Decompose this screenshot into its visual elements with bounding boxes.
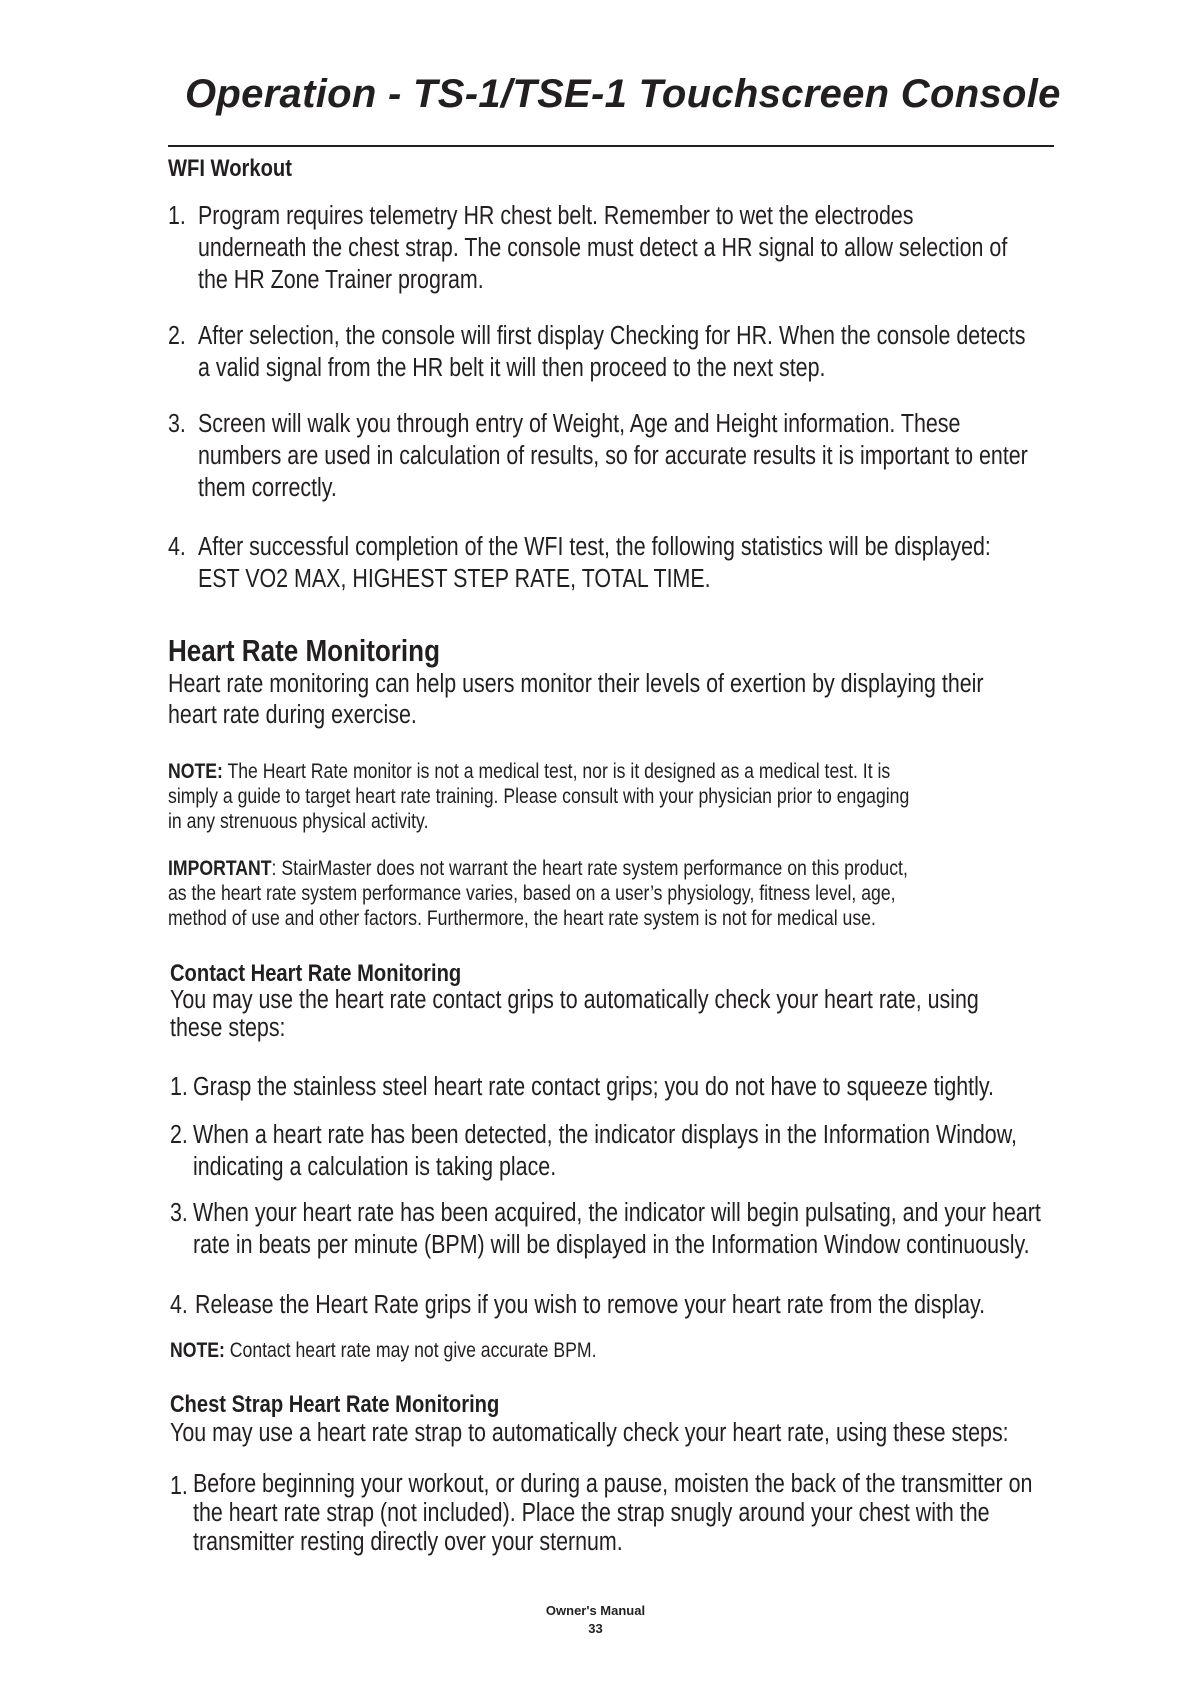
- item-line: Grasp the stainless steel heart rate contact grips; you do not have to squeeze tightly.: [193, 1073, 994, 1101]
- item-number: 3.: [170, 1199, 188, 1227]
- wfi-item-4: [168, 531, 1048, 595]
- hrm-important: IMPORTANT: StairMaster does not warrant the heart rate system performance on this product, as the heart rate system performance varies, based on a user’s physiology, fitness level, age, method of use and other factors. Furthermore, the heart rate system is not for medical use.: [168, 857, 908, 930]
- contact-item-1: [170, 1071, 1050, 1103]
- chest-item-1: [170, 1470, 1050, 1560]
- item-line: Before beginning your workout, or during a pause, moisten the back of the transmitter on: [193, 1470, 1033, 1498]
- item-line: them correctly.: [198, 474, 337, 502]
- page-number: 33: [588, 1621, 603, 1636]
- hrm-intro: Heart rate monitoring can help users monitor their levels of exertion by displaying their heart rate during exercise.: [168, 670, 984, 729]
- contact-item-2: [170, 1119, 1050, 1183]
- important-label: IMPORTANT: [168, 857, 272, 880]
- item-number: 1.: [168, 202, 186, 230]
- item-line: indicating a calculation is taking place.: [193, 1153, 557, 1181]
- item-number: 2.: [168, 322, 186, 350]
- wfi-item-2: [168, 320, 1048, 384]
- wfi-heading: WFI Workout: [168, 155, 292, 182]
- contact-intro: You may use the heart rate contact grips to automatically check your heart rate, using these steps:: [170, 986, 979, 1042]
- item-line: After selection, the console will first display Checking for HR. When the console detects: [198, 322, 1026, 350]
- item-line: After successful completion of the WFI test, the following statistics will be displayed:: [198, 533, 991, 561]
- chest-intro: You may use a heart rate strap to automatically check your heart rate, using these steps:: [170, 1419, 1009, 1447]
- item-line: a valid signal from the HR belt it will then proceed to the next step.: [198, 354, 826, 382]
- note-label: NOTE:: [168, 760, 223, 783]
- contact-item-4: [170, 1289, 1050, 1321]
- page-title: Operation - TS-1/TSE-1 Touchscreen Console: [185, 72, 1061, 116]
- item-line: the HR Zone Trainer program.: [198, 266, 484, 294]
- item-line: Program requires telemetry HR chest belt. Remember to wet the electrodes: [198, 202, 914, 230]
- item-line: EST VO2 MAX, HIGHEST STEP RATE, TOTAL TIME.: [198, 565, 711, 593]
- note-label: NOTE:: [170, 1339, 225, 1362]
- item-number: 4.: [168, 533, 186, 561]
- item-number: 1.: [170, 1472, 188, 1500]
- item-number: 2.: [170, 1121, 188, 1149]
- contact-note: NOTE: Contact heart rate may not give accurate BPM.: [170, 1339, 597, 1362]
- item-line: the heart rate strap (not included). Place the strap snugly around your chest with the: [193, 1499, 990, 1527]
- title-rule: [168, 145, 1054, 147]
- item-line: When your heart rate has been acquired, the indicator will begin pulsating, and your heart: [193, 1199, 1041, 1227]
- contact-item-3: [170, 1197, 1050, 1261]
- item-line: numbers are used in calculation of results, so for accurate results it is important to enter: [198, 442, 1028, 470]
- item-line: When a heart rate has been detected, the indicator displays in the Information Window,: [193, 1121, 1017, 1149]
- wfi-item-1: [168, 200, 1048, 296]
- chest-heading: Chest Strap Heart Rate Monitoring: [170, 1391, 500, 1418]
- item-line: rate in beats per minute (BPM) will be displayed in the Information Window continuously.: [193, 1231, 1030, 1259]
- item-line: Screen will walk you through entry of Weight, Age and Height information. These: [198, 410, 961, 438]
- wfi-item-3: [168, 408, 1048, 504]
- hrm-heading: Heart Rate Monitoring: [168, 633, 440, 668]
- item-line: underneath the chest strap. The console must detect a HR signal to allow selection of: [198, 234, 1008, 262]
- item-line: Release the Heart Rate grips if you wish to remove your heart rate from the display.: [195, 1291, 986, 1319]
- item-number: 4.: [170, 1291, 188, 1319]
- contact-heading: Contact Heart Rate Monitoring: [170, 960, 462, 987]
- item-line: transmitter resting directly over your sternum.: [193, 1528, 623, 1556]
- hrm-note: NOTE: The Heart Rate monitor is not a medical test, nor is it designed as a medical test. It is simply a guide to target heart rate training. Please consult with your physician prior to engaging in any strenuous physical activity.: [168, 760, 910, 833]
- item-number: 1.: [170, 1073, 188, 1101]
- footer-manual-label: Owner's Manual: [545, 1603, 646, 1618]
- item-number: 3.: [168, 410, 186, 438]
